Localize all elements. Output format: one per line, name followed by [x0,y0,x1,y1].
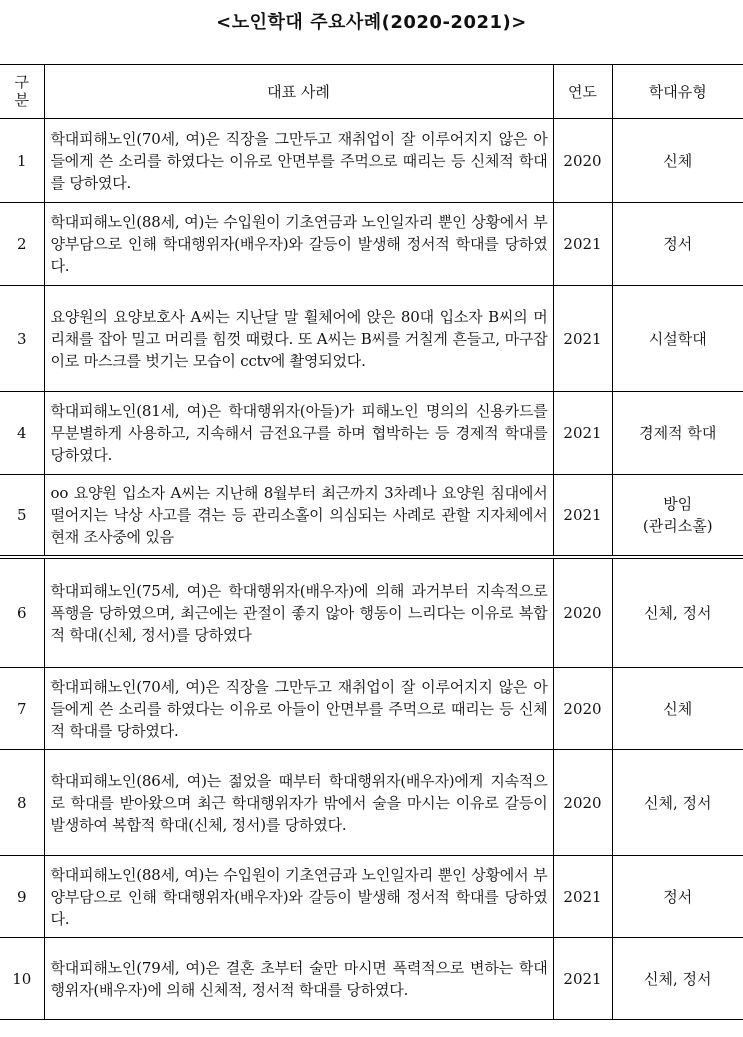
abuse-type: 신체, 정서 [612,557,743,668]
page-title: <노인학대 주요사례(2020-2021)> [216,12,527,33]
row-number: 3 [0,286,44,392]
table-row [0,668,743,750]
table-row [0,750,743,856]
case-description: 학대피해노인(88세, 여)는 수입원이 기초연금과 노인일자리 뿐인 상황에서 부양부담으로 인해 학대행위자(배우자)와 갈등이 발생해 정서적 학대를 당하였다. [44,203,553,286]
case-description: 학대피해노인(79세, 여)은 결혼 초부터 술만 마시면 폭력적으로 변하는 학대행위자(배우자)에 의해 신체적, 정서적 학대를 당하였다. [44,938,553,1020]
row-number: 2 [0,203,44,286]
case-description: 학대피해노인(70세, 여)은 직장을 그만두고 재취업이 잘 이루어지지 않은 아들에게 쓴 소리를 하였다는 이유로 안면부를 주먹으로 때리는 등 신체적 학대를 당하였다. [44,119,553,203]
abuse-cases-table [0,64,743,1020]
header-year: 연도 [553,65,612,119]
abuse-type: 신체, 정서 [612,938,743,1020]
case-year: 2020 [553,557,612,668]
abuse-type: 신체 [612,119,743,203]
case-year: 2021 [553,938,612,1020]
case-description: 학대피해노인(75세, 여)은 학대행위자(배우자)에 의해 과거부터 지속적으로 폭행을 당하였으며, 최근에는 관절이 좋지 않아 행동이 느리다는 이유로 복합적 학대(신체, 정서)를 당하였다 [44,557,553,668]
case-description: 학대피해노인(88세, 여)는 수입원이 기초연금과 노인일자리 뿐인 상황에서 부양부담으로 인해 학대행위자(배우자)와 갈등이 발생해 정서적 학대를 당하였다. [44,856,553,938]
case-year: 2020 [553,750,612,856]
abuse-type: 정서 [612,856,743,938]
table-row [0,938,743,1020]
row-number: 9 [0,856,44,938]
header-case: 대표 사례 [44,65,553,119]
case-year: 2020 [553,119,612,203]
row-number: 1 [0,119,44,203]
table-row [0,286,743,392]
table-row [0,856,743,938]
case-year: 2021 [553,203,612,286]
header-gubun: 구 분 [0,65,44,119]
table-row [0,557,743,668]
abuse-type: 방임 (관리소홀) [612,475,743,557]
table-row [0,475,743,557]
table-header-row [0,65,743,119]
abuse-type: 신체, 정서 [612,750,743,856]
abuse-type: 시설학대 [612,286,743,392]
case-description: 학대피해노인(70세, 여)은 직장을 그만두고 재취업이 잘 이루어지지 않은 아들에게 쓴 소리를 하였다는 이유로 아들이 안면부를 주먹으로 때리는 등 신체적 학대를 당하였다. [44,668,553,750]
row-number: 7 [0,668,44,750]
case-year: 2021 [553,475,612,557]
row-number: 8 [0,750,44,856]
row-number: 5 [0,475,44,557]
case-year: 2021 [553,856,612,938]
table-row [0,119,743,203]
table-row [0,392,743,475]
row-number: 4 [0,392,44,475]
case-year: 2021 [553,392,612,475]
case-description: 학대피해노인(81세, 여)은 학대행위자(아들)가 피해노인 명의의 신용카드를 무분별하게 사용하고, 지속해서 금전요구를 하며 협박하는 등 경제적 학대를 당하였다. [44,392,553,475]
abuse-type: 신체 [612,668,743,750]
header-type: 학대유형 [612,65,743,119]
abuse-type: 경제적 학대 [612,392,743,475]
row-number: 10 [0,938,44,1020]
abuse-type: 정서 [612,203,743,286]
case-description: oo 요양원 입소자 A씨는 지난해 8월부터 최근까지 3차례나 요양원 침대에서 떨어지는 낙상 사고를 겪는 등 관리소홀이 의심되는 사례로 관할 지자체에서 현재 조사중에 있음 [44,475,553,557]
case-year: 2021 [553,286,612,392]
case-description: 학대피해노인(86세, 여)는 젊었을 때부터 학대행위자(배우자)에게 지속적으로 학대를 받아왔으며 최근 학대행위자가 밖에서 술을 마시는 이유로 갈등이 발생하여 복합적 학대(신체, 정서)를 당하였다. [44,750,553,856]
case-description: 요양원의 요양보호사 A씨는 지난달 말 휠체어에 앉은 80대 입소자 B씨의 머리채를 잡아 밀고 머리를 힘껏 때렸다. 또 A씨는 B씨를 거칠게 흔들고, 마구잡이로 마스크를 벗기는 모습이 cctv에 촬영되었다. [44,286,553,392]
case-year: 2020 [553,668,612,750]
table-row [0,203,743,286]
row-number: 6 [0,557,44,668]
